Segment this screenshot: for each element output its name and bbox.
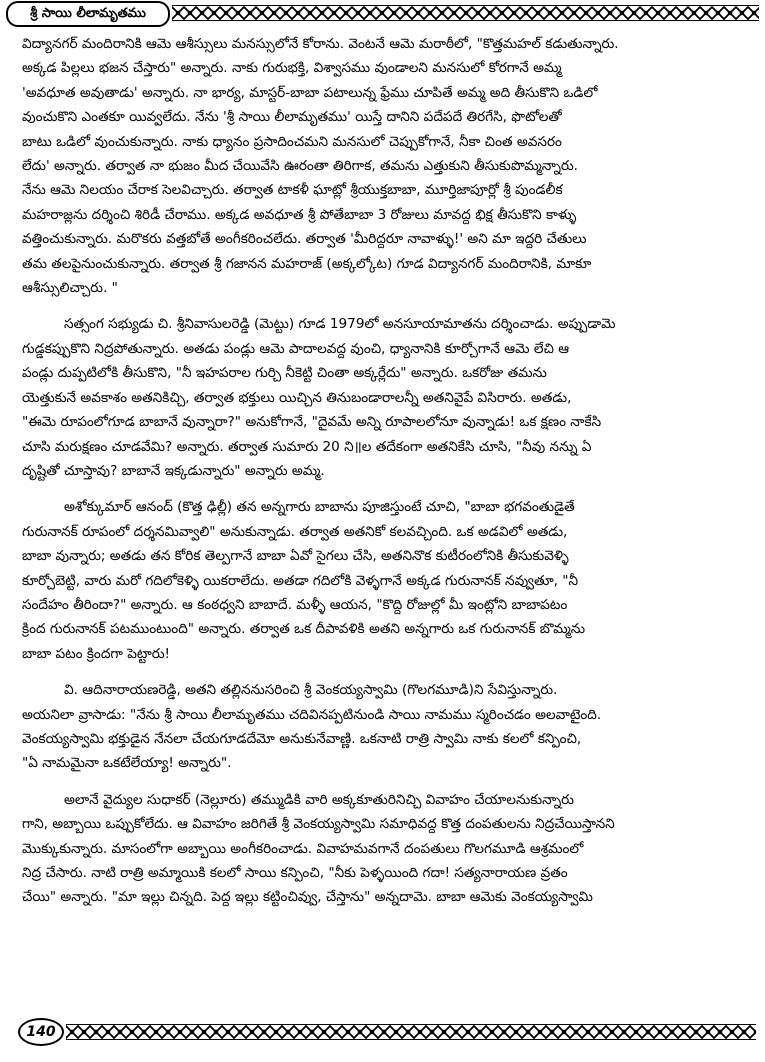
text-line: మొక్కుకున్నారు. మాసంలోగా అబ్బాయి అంగీకరించాడు. వివాహమవగానే దంపతులు గొలగమూడి ఆశ్రమంలో	[22, 840, 584, 857]
text-line: వుంచుకొని ఎంతకూ యివ్వలేదు. నేను 'శ్రీ సాయి లీలామృతము' యిస్తే దానిని పదేపదే తిరగేసి, ఫొటోలతో	[22, 109, 562, 126]
text-line: బాటు ఒడిలో వుంచుకున్నారు. నాకు ధ్యానం ప్రసాదించమని మనసులో చెప్పుకోగానే, నీకా చింత అవసరం	[22, 133, 562, 150]
text-line: తమ తలపైనుంచుకున్నారు. తర్వాత శ్రీ గజానన మహరాజ్ (అక్కల్కోట) గూడ విద్యానగర్ మందిరానికి, మాకూ	[22, 255, 592, 272]
text-line: వి. ఆదినారాయణరెడ్డి, అతని తల్లిననుసరించి శ్రీ వెంకయ్యస్వామి (గొలగమూడి)ని సేవిస్తున్నారు.	[64, 682, 558, 699]
text-line: ఆశీస్సులిచ్చారు. "	[22, 280, 118, 297]
text-line: గురునానక్ రూపంలో దర్శనమివ్వాలి" అనుకున్నాడు. తర్వాత అతనికో కలవచ్చింది. ఒక అడవిలో అతడు,	[22, 523, 568, 540]
text-line: పండ్లు దుప్పటిలోకి తీసుకొని, "నీ ఇహపరాల గుర్చి నీకెట్టి చింతా అక్కర్లేదు" అన్నారు. ఒకరోజు తమను	[22, 365, 547, 382]
text-line: బాబా పటం క్రిందగా పెట్టారు!	[22, 645, 171, 662]
text-line: నిద్ర చేసారు. నాటి రాత్రి అమ్మాయికి కలలో సాయి కన్పించి, "నీకు పెళ్ళయింది గదా! సత్యనారాయణ వ్రతం	[22, 865, 568, 881]
text-line: క్రింద గురునానక్ పటముంటుంది" అన్నారు. తర్వాత ఒక దీపావళికి అతని అన్నగారు ఒక గురునానక్ బొమ్మను	[22, 621, 586, 638]
text-line: బాబా వున్నారు; అతడు తన కోరిక తెల్పగానే బాబా ఏవో సైగలు చేసి, అతనినొక కుటీరంలోనికి తీసుకువెళ్ళి	[22, 548, 569, 565]
text-line: గుడ్డకప్పుకొని నిద్రపోతున్నారు. అతడు పండ్లు ఆమె పాదాలవద్ద వుంచి, ధ్యానానికి కూర్చోగానే ఆమె లేచి ఆ	[22, 340, 570, 357]
running-title: శ్రీ సాయి లీలామృతము	[6, 1, 170, 27]
paragraph-1	[22, 32, 750, 300]
text-line: వెంకయ్యస్వామి భక్తుడైన నేనలా చేయగూడదేమో అనుకునేవాణ్ణి. ఒకనాటి రాత్రి స్వామి నాకు కలలో కన్పించి,	[22, 730, 582, 747]
text-line: సందేహం తీరిందా?" అన్నారు. ఆ కంఠధ్వని బాబాదే. మళ్ళీ ఆయన, "కొద్ది రోజుల్లో మీ ఇంట్లోని బాబాపటం	[22, 596, 568, 613]
text-line: చేయి" అన్నారు. "మా ఇల్లు చిన్నది. పెద్ద ఇల్లు కట్టించివ్వు, చేస్తాను" అన్నదామె. బాబా ఆమెకు వెంకయ్యస్వామి	[22, 889, 593, 906]
text-line: అక్కడ పిల్లలు భజన చేస్తారు" అన్నారు. నాకు గురుభక్తి, విశ్వాసము వుండాలని మనసులో కోరగానే అమ్మ	[22, 60, 562, 77]
paragraph-3	[22, 495, 750, 666]
text-line: సత్సంగ సభ్యుడు చి. శ్రీనివాసులరెడ్డి (మెట్టు) గూడ 1979లో అనసూయామాతను దర్శించాడు. అప్పుడామె	[64, 316, 616, 333]
text-line: అలానే వైద్యుల సుధాకర్ (నెల్లూరు) తమ్ముడికి వారి అక్కకూతురినిచ్చి వివాహం చేయాలనుకున్నారు	[64, 791, 574, 808]
text-line: చూసి మరుక్షణం చూడవేమి? అన్నారు. తర్వాత సుమారు 20 ని॥ల తదేకంగా అతనికేసి చూసి, "నీవు నన్ను ఏ	[22, 438, 592, 455]
text-line: కూర్చోబెట్టి, వారు మరో గదిలోకెళ్ళి యికరాలేదు. అతడా గదిలోకి వెళ్ళగానే అక్కడ గురునానక్ నవ్వుతూ, "నీ	[22, 572, 579, 589]
text-line: విద్యానగర్ మందిరానికి ఆమె ఆశీస్సులు మనస్సులోనే కోరాను. వెంటనే ఆమె మరాఠీలో, "కొత్తమహల్ కడుతున్నారు.	[22, 36, 619, 52]
text-line: యెత్తుకునే అవకాశం అతనికిచ్చి, తర్వాత భక్తులు యిచ్చిన తినుబండారాలన్నీ అతనివైపే విసిరారు. అతడు,	[22, 389, 572, 406]
page-footer	[0, 1018, 765, 1048]
text-line: మహరాజ్లను దర్శించి శిరిడీ చేరాము. అక్కడ అవధూత శ్రీ పోతేబాబా 3 రోజులు మావద్ద భిక్ష తీసుకొని కాళ్ళు	[22, 206, 577, 223]
page-body	[22, 32, 750, 922]
text-line: వత్తించుకున్నారు. మరొకరు వత్తబోతే అంగీకరించలేదు. తర్వాత 'మీరిద్దరూ నావాళ్ళు!' అని మా ఇద్దరి చేతులు	[22, 231, 587, 248]
text-line: "ఈమె రూపంలోగూడ బాబానే వున్నారా?" అనుకోగానే, "దైవమే అన్ని రూపాలలోనూ వున్నాడు! ఒక క్షణం నాకేసి	[22, 414, 602, 431]
paragraph-2	[22, 312, 750, 483]
text-line: గాని, అబ్బాయి ఒప్పుకోలేదు. ఆ వివాహం జరిగితే శ్రీ వెంకయ్యస్వామి సమాధివద్ద కొత్త దంపతులను నిద్రచేయిస్తానని	[22, 816, 615, 833]
text-line: అయనిలా వ్రాసాడు: "నేను శ్రీ సాయి లీలామృతము చదివినప్పటినుండి సాయి నామము స్మరించడం అలవాటైంది.	[22, 706, 602, 723]
text-line: "ఏ నామమైనా ఒకటేలేయ్యా! అన్నారు".	[22, 755, 232, 772]
text-line: దృష్టితో చూస్తావు? బాబానే ఇక్కడున్నారు" అన్నారు అమ్మ.	[22, 462, 325, 479]
text-line: 'అవధూత అవుతాడు' అన్నారు. నా భార్య, మాస్టర్-బాబా పటాలున్న ఫ్రేము చూపితే అమ్మ అది తీసుకొని ఒడిలో	[22, 84, 598, 101]
page-number: 140	[18, 1018, 64, 1046]
text-line: అశోక్కుమార్ ఆనంద్ (కొత్త ఢిల్లీ) తన అన్నగారు బాబాను పూజిస్తుంటే చూచి, "బాబా భగవంతుడైతే	[64, 499, 575, 516]
paragraph-5	[22, 788, 750, 910]
page-header	[0, 0, 765, 28]
paragraph-4	[22, 678, 750, 776]
text-line: లేదు' అన్నారు. తర్వాత నా భుజం మీద చేయివేసి ఊరంతా తిరిగాక, తమను ఎత్తుకుని తీసుకుపొమ్మన్నారు.	[22, 158, 578, 175]
top-decorative-border	[172, 5, 759, 21]
bottom-decorative-border	[66, 1024, 756, 1040]
text-line: నేను ఆమె నిలయం చేరాక సెలవిచ్చారు. తర్వాత టాకళీ ఘాట్లో శ్రీయుక్తబాబా, మూర్తిజాపూర్లో శ్రీ పుండలీక	[22, 182, 563, 199]
